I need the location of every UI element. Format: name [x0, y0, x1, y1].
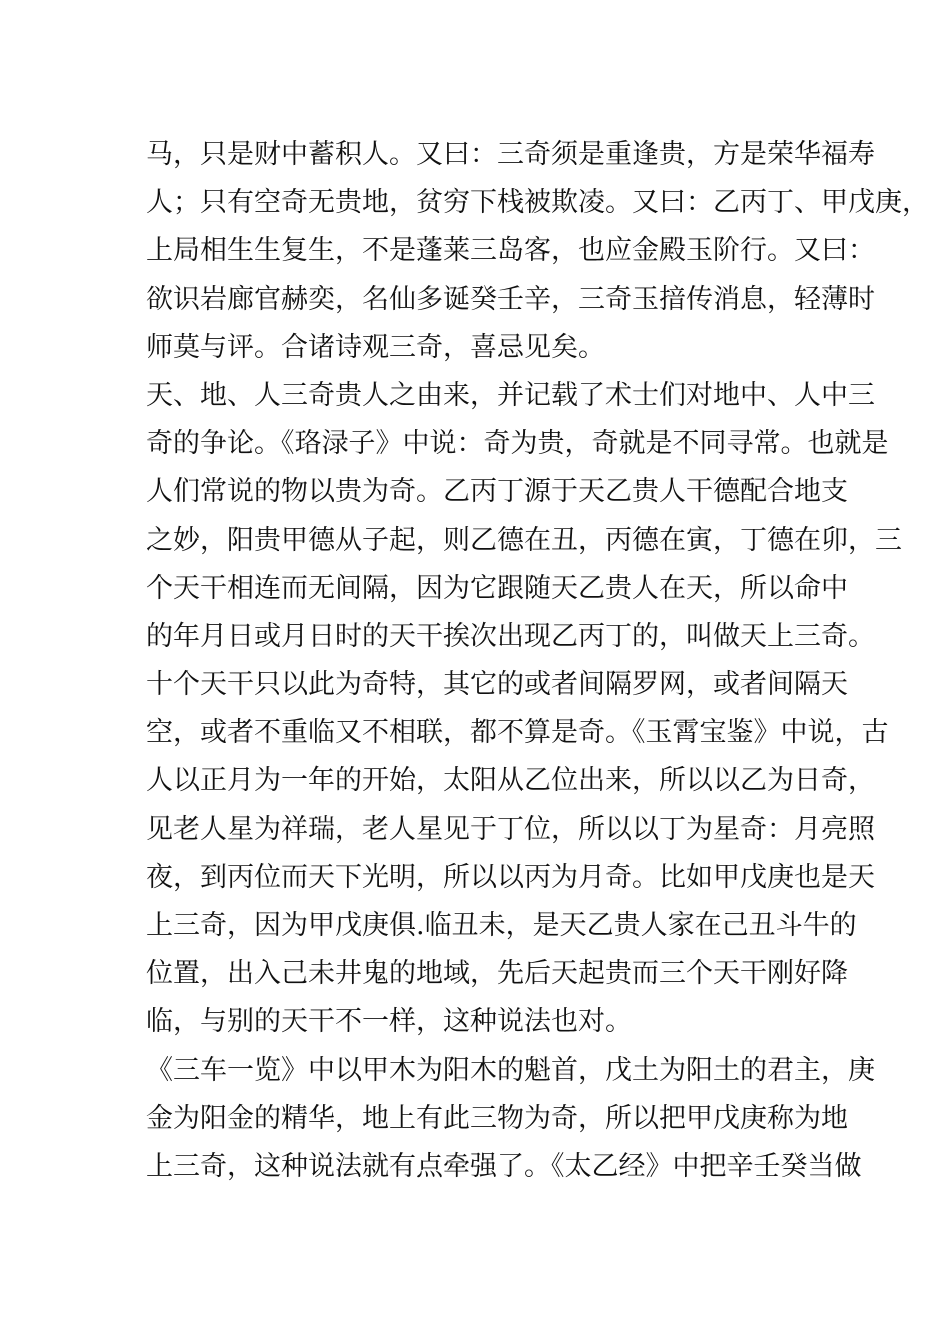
text-line: 之妙，阳贵甲德从子起，则乙德在丑，丙德在寅，丁德在卯，三	[146, 524, 902, 556]
text-line: 师莫与评。合诸诗观三奇，喜忌见矣。	[146, 331, 605, 363]
text-line: 人们常说的物以贵为奇。乙丙丁源于天乙贵人干德配合地支	[146, 476, 848, 508]
text-line: 上三奇，因为甲戊庚俱.临丑未，是天乙贵人家在己丑斗牛的	[146, 910, 857, 941]
text-line: 欲识岩廊官赫奕，名仙多诞癸壬辛，三奇玉揞传消息，轻薄时	[146, 283, 875, 315]
text-line: 夜，到丙位而天下光明，所以以丙为月奇。比如甲戊庚也是天	[146, 861, 875, 893]
text-line: 金为阳金的精华，地上有此三物为奇，所以把甲戊庚称为地	[146, 1102, 848, 1134]
text-line: 奇的争论。《珞渌子》中说：奇为贵，奇就是不同寻常。也就是	[146, 428, 889, 460]
text-line: 空，或者不重临又不相联，都不算是奇。《玉霄宝鉴》中说，古	[146, 717, 889, 749]
text-line: 十个天干只以此为奇特，其它的或者间隔罗网，或者间隔天	[146, 669, 848, 701]
text-line: 《三车一览》中以甲木为阳木的魁首，戊土为阳土的君主，庚	[146, 1054, 875, 1086]
text-line: 天、地、人三奇贵人之由来，并记载了术士们对地中、人中三	[146, 379, 875, 411]
text-line: 人；只有空奇无贵地，贫穷下栈被欺凌。又曰：乙丙丁、甲戊庚，	[146, 187, 929, 219]
text-line: 上局相生生复生，不是蓬莱三岛客，也应金殿玉阶行。又曰：	[146, 235, 875, 267]
text-line: 见老人星为祥瑞，老人星见于丁位，所以以丁为星奇：月亮照	[146, 813, 875, 845]
text-line: 人以正月为一年的开始，太阳从乙位出来，所以以乙为日奇，	[146, 765, 875, 797]
body-text	[146, 131, 929, 1191]
text-line: 上三奇，这种说法就有点牵强了。《太乙经》中把辛壬癸当做	[146, 1150, 862, 1182]
text-line: 个天干相连而无间隔，因为它跟随天乙贵人在天，所以命中	[146, 572, 848, 604]
text-line: 临，与别的天干不一样，这种说法也对。	[146, 1006, 632, 1038]
text-line: 位置，出入己未井鬼的地域，先后天起贵而三个天干刚好降	[146, 958, 848, 990]
text-line: 的年月日或月日时的天干挨次出现乙丙丁的，叫做天上三奇。	[146, 620, 875, 652]
text-line: 马，只是财中蓄积人。又曰：三奇须是重逢贵，方是荣华福寿	[146, 139, 875, 170]
